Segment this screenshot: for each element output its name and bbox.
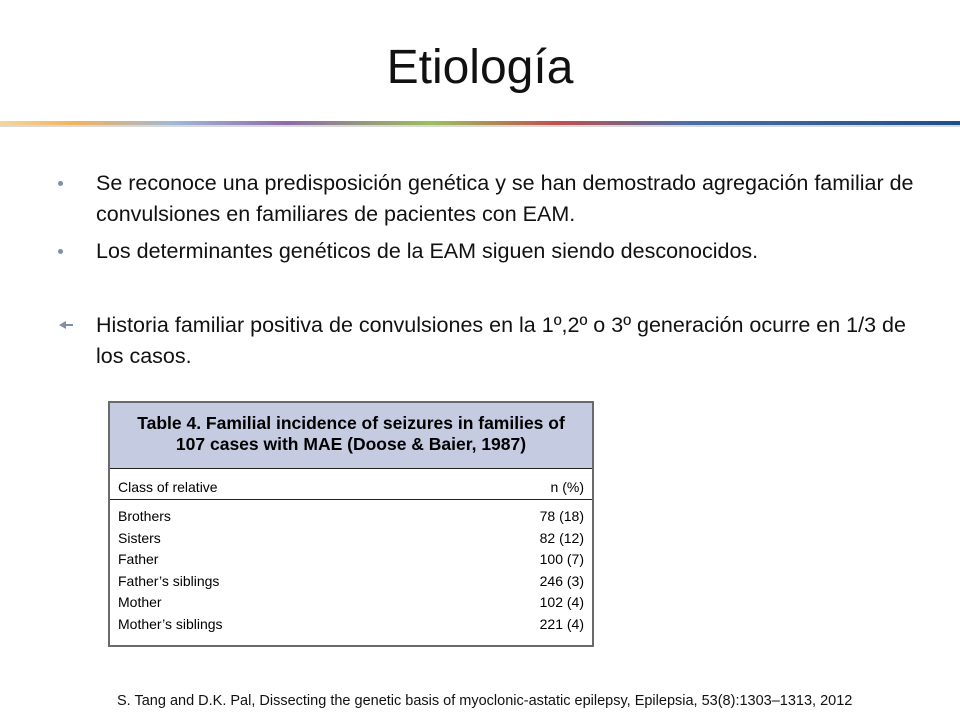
table-row bbox=[118, 614, 584, 636]
bullet-text: Se reconoce una predisposición genética y se han demostrado agregación familiar de convulsiones en familiares de pacientes con EAM. bbox=[96, 171, 914, 226]
table-row bbox=[118, 571, 584, 593]
table-header-row bbox=[110, 469, 592, 500]
row-value: 102 (4) bbox=[539, 594, 584, 610]
table-row bbox=[118, 528, 584, 550]
row-value: 100 (7) bbox=[539, 551, 584, 567]
row-value: 246 (3) bbox=[539, 572, 584, 589]
bullet-list bbox=[58, 168, 938, 372]
arrow-bullet-icon bbox=[58, 319, 74, 331]
bullet-text: Los determinantes genéticos de la EAM siguen siendo desconocidos. bbox=[96, 239, 759, 263]
row-label: Father bbox=[118, 551, 159, 567]
column-header-class: Class of relative bbox=[118, 479, 218, 495]
row-label: Brothers bbox=[118, 508, 171, 524]
row-value: 78 (18) bbox=[539, 508, 584, 524]
row-value: 82 (12) bbox=[539, 529, 584, 546]
familial-incidence-table bbox=[108, 401, 594, 647]
bullet-item bbox=[58, 236, 938, 267]
table-caption-line: 107 cases with MAE (Doose & Baier, 1987) bbox=[175, 434, 527, 454]
table-row bbox=[118, 506, 584, 528]
table-caption-line: Table 4. Familial incidence of seizures in families of bbox=[137, 413, 565, 433]
row-label: Mother’s siblings bbox=[118, 615, 223, 632]
row-label: Father’s siblings bbox=[118, 572, 220, 589]
bullet-item bbox=[58, 310, 938, 372]
source-citation: S. Tang and D.K. Pal, Dissecting the genetic basis of myoclonic-astatic epilepsy, Epilepsia, 53(8):1303–1313, 2012 bbox=[117, 693, 853, 709]
table-caption bbox=[110, 403, 592, 469]
row-label: Mother bbox=[118, 594, 162, 610]
row-label: Sisters bbox=[118, 529, 161, 546]
bullet-item bbox=[58, 168, 938, 230]
bullet-dot-icon bbox=[58, 181, 63, 186]
table-body bbox=[110, 500, 592, 635]
title-divider-rule bbox=[0, 119, 960, 129]
row-value: 221 (4) bbox=[539, 615, 584, 632]
column-header-n: n (%) bbox=[550, 479, 584, 495]
bullet-dot-icon bbox=[58, 249, 63, 254]
table-row bbox=[118, 549, 584, 571]
slide-title: Etiología bbox=[386, 41, 574, 94]
table-row bbox=[118, 592, 584, 614]
bullet-text: Historia familiar positiva de convulsiones en la 1º,2º o 3º generación ocurre en 1/3 de los casos. bbox=[96, 313, 906, 368]
